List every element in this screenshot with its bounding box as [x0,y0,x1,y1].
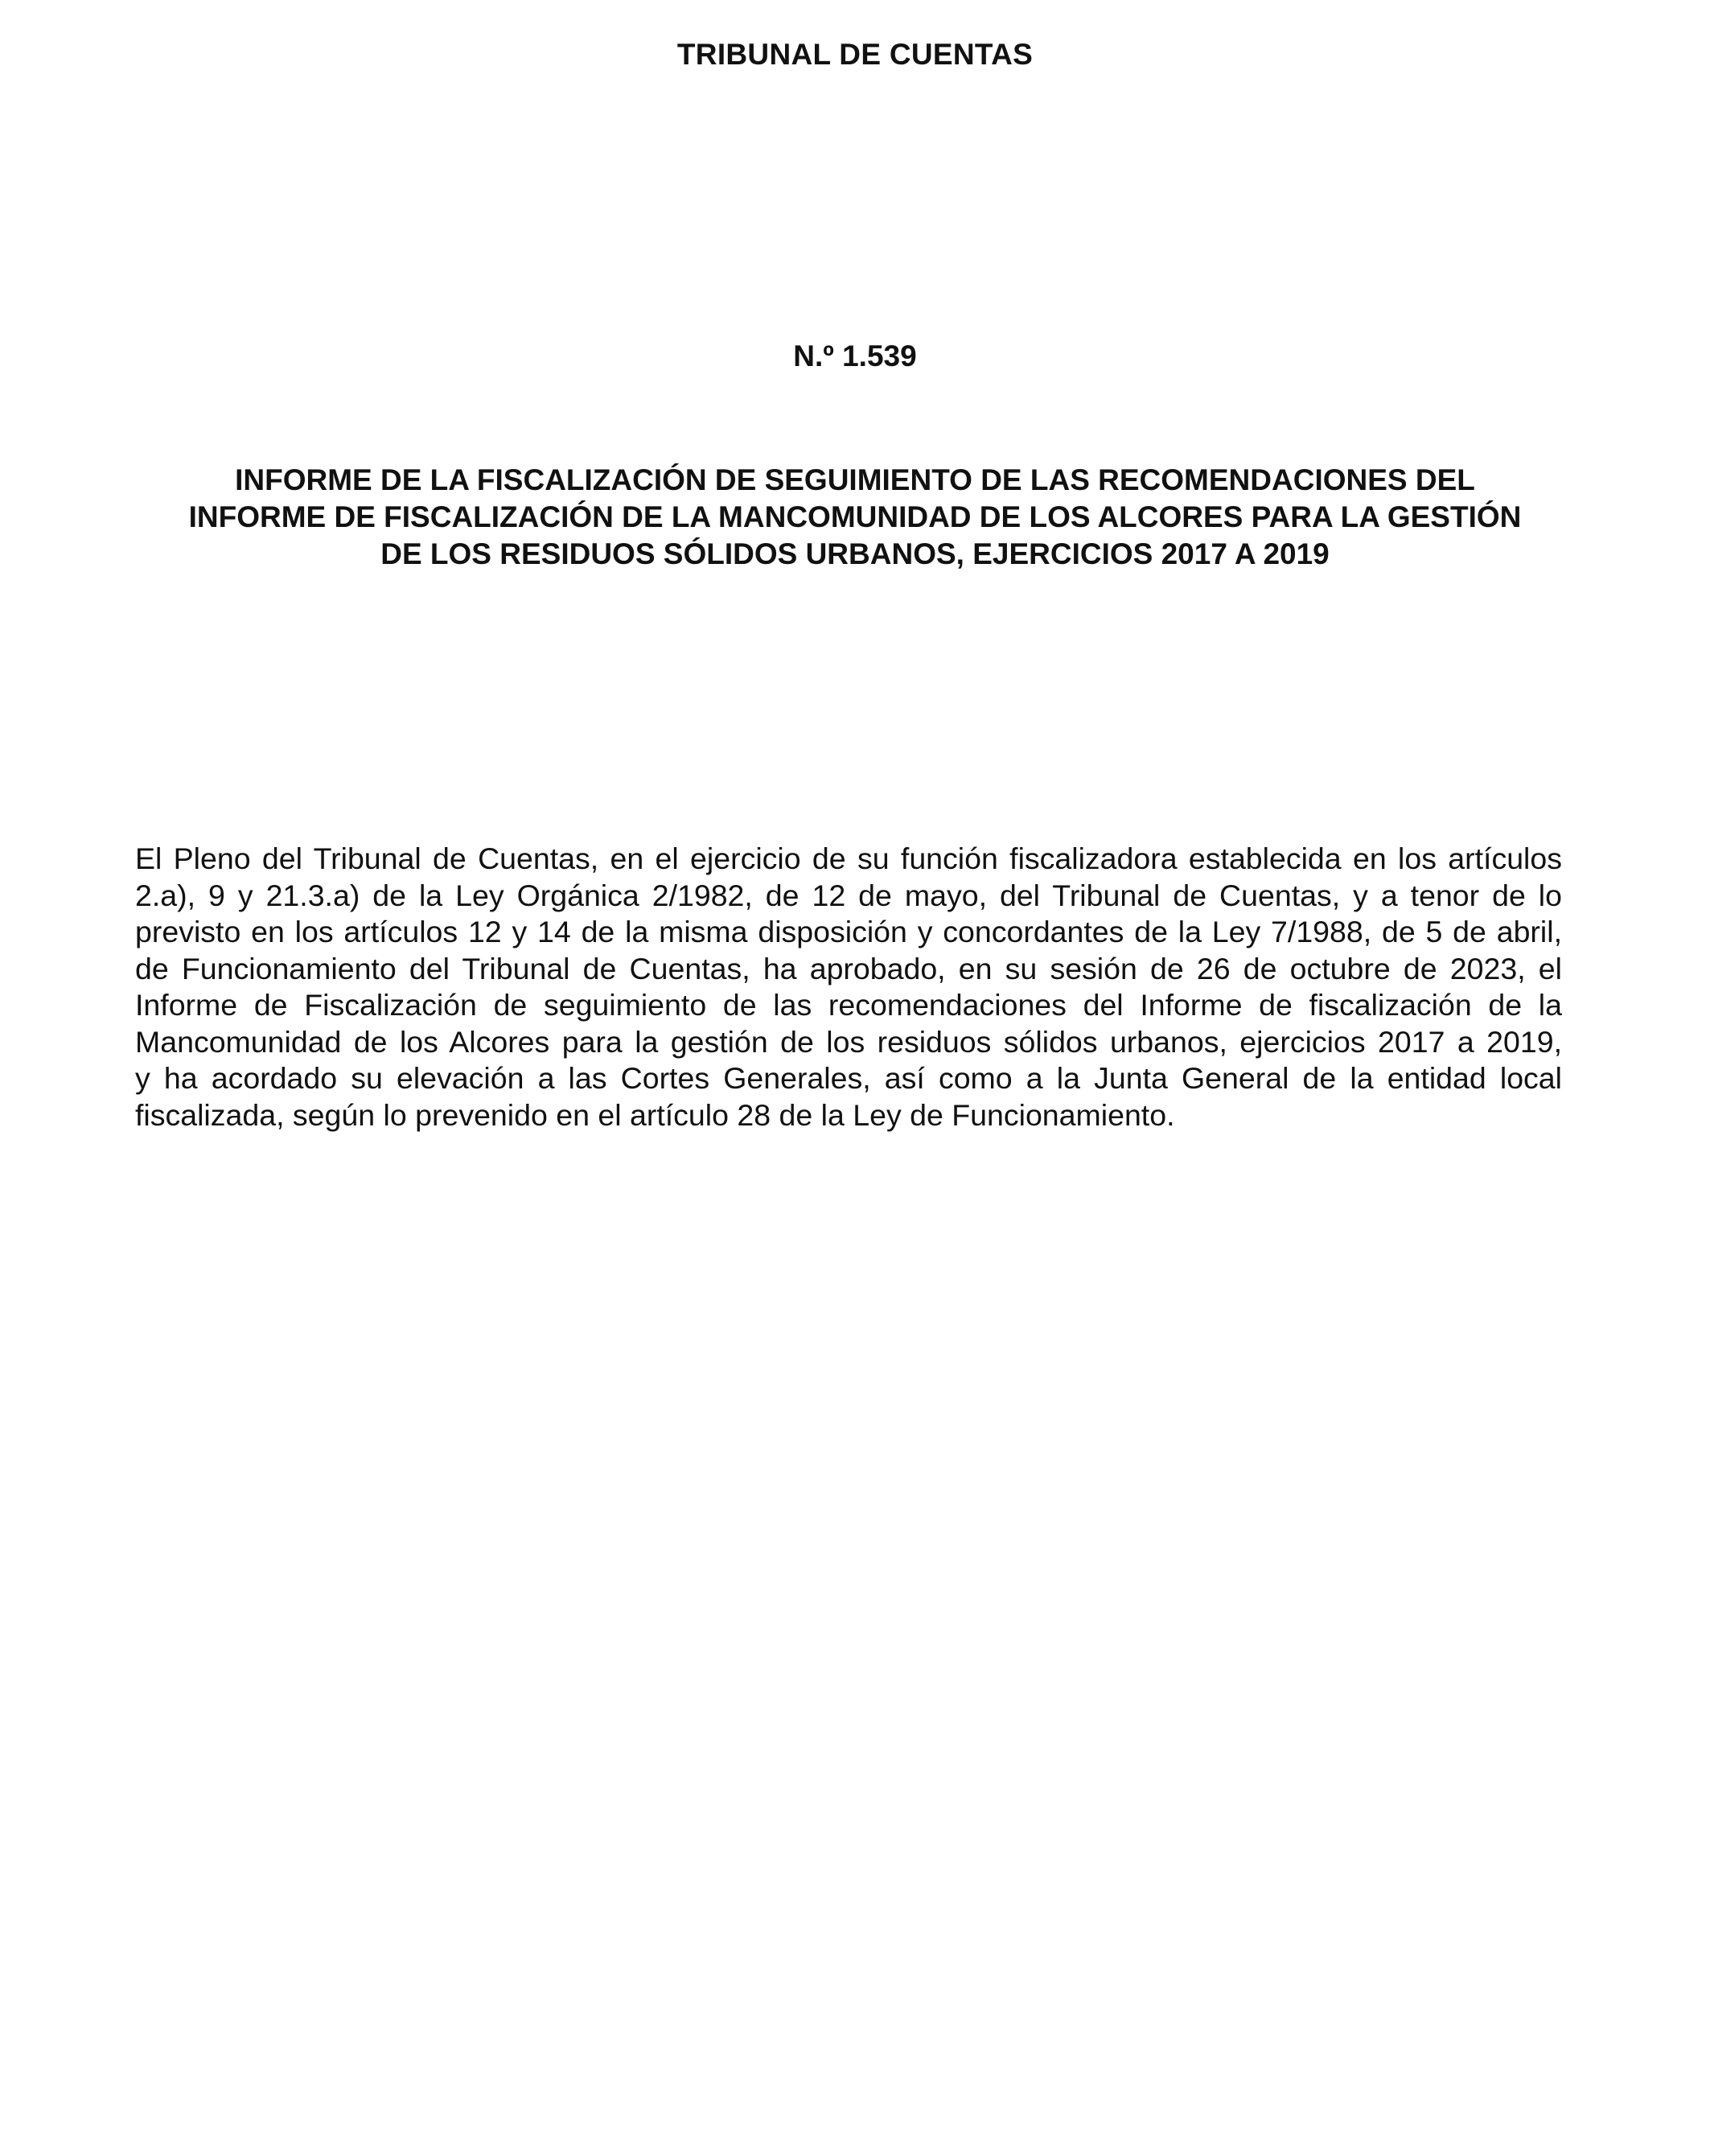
report-title-line: DE LOS RESIDUOS SÓLIDOS URBANOS, EJERCICIOS 2017 A 2019 [380,537,1330,570]
paragraph-line: y ha acordado su elevación a las Cortes Generales, así como a la Junta General de la entidad local [135,1061,1562,1095]
paragraph-line: 2.a), 9 y 21.3.a) de la Ley Orgánica 2/1982, de 12 de mayo, del Tribunal de Cuentas, y a tenor de lo [135,878,1562,912]
report-title-line: INFORME DE LA FISCALIZACIÓN DE SEGUIMIENTO DE LAS RECOMENDACIONES DEL [235,463,1475,496]
body-paragraph [135,841,1562,1134]
paragraph-line: previsto en los artículos 12 y 14 de la misma disposición y concordantes de la Ley 7/1988, de 5 de abril, [135,915,1562,948]
paragraph-line: Mancomunidad de los Alcores para la gestión de los residuos sólidos urbanos, ejercicios 2017 a 2019, [135,1024,1562,1059]
report-title [129,462,1581,573]
institution-header: TRIBUNAL DE CUENTAS [676,38,1034,71]
report-number: N.º 1.539 [793,339,917,372]
report-title-line: INFORME DE FISCALIZACIÓN DE LA MANCOMUNIDAD DE LOS ALCORES PARA LA GESTIÓN [188,500,1522,533]
paragraph-line: de Funcionamiento del Tribunal de Cuentas, ha aprobado, en su sesión de 26 de octubre de 2023, el [135,951,1562,985]
paragraph-line: El Pleno del Tribunal de Cuentas, en el ejercicio de su función fiscalizadora establecida en los artículos [135,841,1562,875]
paragraph-line: fiscalizada, según lo prevenido en el artículo 28 de la Ley de Funcionamiento. [135,1097,1175,1132]
paragraph-line: Informe de Fiscalización de seguimiento de las recomendaciones del Informe de fiscalización de la [135,988,1562,1022]
